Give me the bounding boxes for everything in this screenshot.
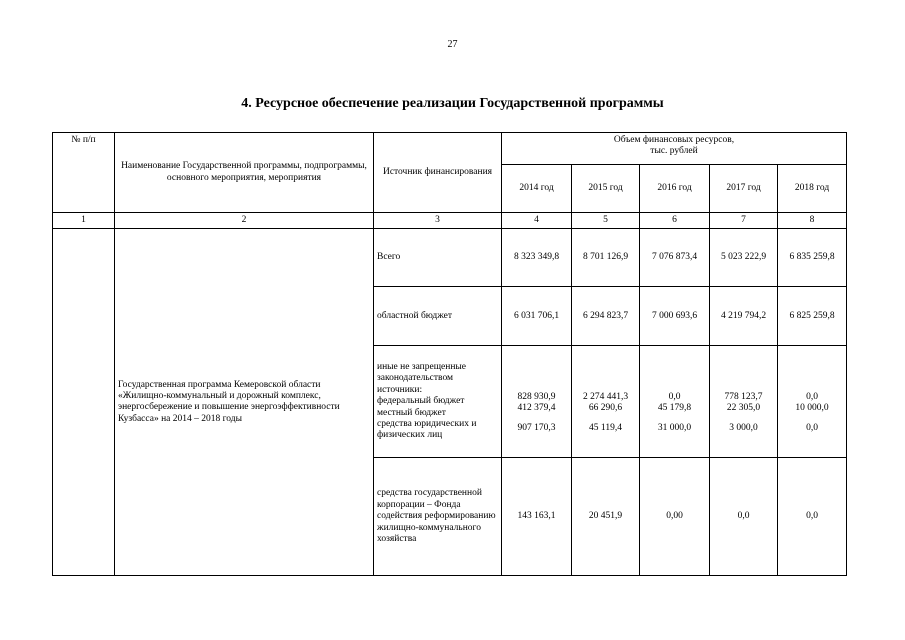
value-cell: 6 294 823,7 — [572, 287, 640, 346]
value-local: 45 179,8 — [657, 403, 692, 414]
header-volume-line2: тыс. рублей — [650, 146, 698, 157]
column-number: 1 — [53, 213, 115, 229]
value-cell: 6 835 259,8 — [778, 229, 847, 287]
header-volume-line1: Объем финансовых ресурсов, — [613, 135, 735, 145]
document-title: 4. Ресурсное обеспечение реализации Государственной программы — [241, 96, 664, 111]
value-federal: 2 274 441,3 — [582, 391, 629, 402]
value-cell: 8 701 126,9 — [572, 229, 640, 287]
value-federal: 778 123,7 — [724, 391, 763, 402]
value-cell-group — [502, 346, 572, 458]
value-cell: 7 000 693,6 — [640, 287, 710, 346]
value-cell-group — [640, 346, 710, 458]
column-number: 5 — [572, 213, 640, 229]
value-cell-group — [778, 346, 847, 458]
resource-table — [52, 132, 847, 576]
value-legal: 3 000,0 — [729, 422, 758, 433]
table-row-total — [53, 229, 847, 287]
program-no — [53, 229, 115, 576]
value-federal: 0,0 — [806, 391, 818, 402]
value-legal: 907 170,3 — [517, 422, 556, 433]
header-row — [53, 133, 847, 165]
column-number: 2 — [115, 213, 374, 229]
header-name: Наименование Государственной программы, подпрограммы, основного мероприятия, мероприятия — [115, 133, 374, 213]
value-local: 10 000,0 — [795, 403, 829, 414]
value-federal: 0,0 — [668, 391, 681, 402]
source-federal: федеральный бюджет — [377, 396, 465, 407]
value-cell-group — [710, 346, 778, 458]
header-no: № п/п — [53, 133, 115, 213]
value-cell: 6 031 706,1 — [502, 287, 572, 346]
source-others-label: иные не запрещенные законодательством источники: — [377, 362, 467, 395]
value-cell: 0,0 — [710, 458, 778, 576]
column-number: 3 — [374, 213, 502, 229]
value-cell: 8 323 349,8 — [502, 229, 572, 287]
column-number: 8 — [778, 213, 847, 229]
source-others — [374, 346, 502, 458]
value-cell: 4 219 794,2 — [710, 287, 778, 346]
column-number: 4 — [502, 213, 572, 229]
value-legal: 45 119,4 — [589, 422, 622, 433]
column-number: 6 — [640, 213, 710, 229]
value-cell: 0,0 — [778, 458, 847, 576]
value-cell: 20 451,9 — [572, 458, 640, 576]
program-name: Государственная программа Кемеровской области «Жилищно-коммунальный и дорожный комплекс, энергосбережение и повышение энергоэффективности Кузбасса» на 2014 – 2018 годы — [115, 229, 374, 576]
source-fund: средства государственной корпорации – Фонда содействия реформированию жилищно-коммунального хозяйства — [374, 458, 502, 576]
value-cell: 0,00 — [640, 458, 710, 576]
header-year: 2015 год — [572, 165, 640, 213]
value-legal: 0,0 — [806, 422, 818, 433]
value-cell: 143 163,1 — [502, 458, 572, 576]
header-source: Источник финансирования — [374, 133, 502, 213]
value-legal: 31 000,0 — [657, 422, 692, 433]
source-total: Всего — [374, 229, 502, 287]
value-cell-group — [572, 346, 640, 458]
header-year: 2017 год — [710, 165, 778, 213]
value-local: 412 379,4 — [517, 403, 556, 414]
source-regional: областной бюджет — [374, 287, 502, 346]
header-volume — [502, 133, 847, 165]
value-federal: 828 930,9 — [517, 391, 556, 402]
column-number: 7 — [710, 213, 778, 229]
source-legal: средства юридических и физических лиц — [377, 418, 477, 441]
value-local: 66 290,6 — [588, 403, 623, 414]
value-cell: 5 023 222,9 — [710, 229, 778, 287]
header-year: 2014 год — [502, 165, 572, 213]
value-local: 22 305,0 — [726, 403, 761, 414]
value-cell: 6 825 259,8 — [778, 287, 847, 346]
header-year: 2018 год — [778, 165, 847, 213]
value-cell: 7 076 873,4 — [640, 229, 710, 287]
source-local: местный бюджет — [377, 407, 446, 418]
column-numbers-row — [53, 213, 847, 229]
header-year: 2016 год — [640, 165, 710, 213]
page-number: 27 — [447, 39, 458, 50]
